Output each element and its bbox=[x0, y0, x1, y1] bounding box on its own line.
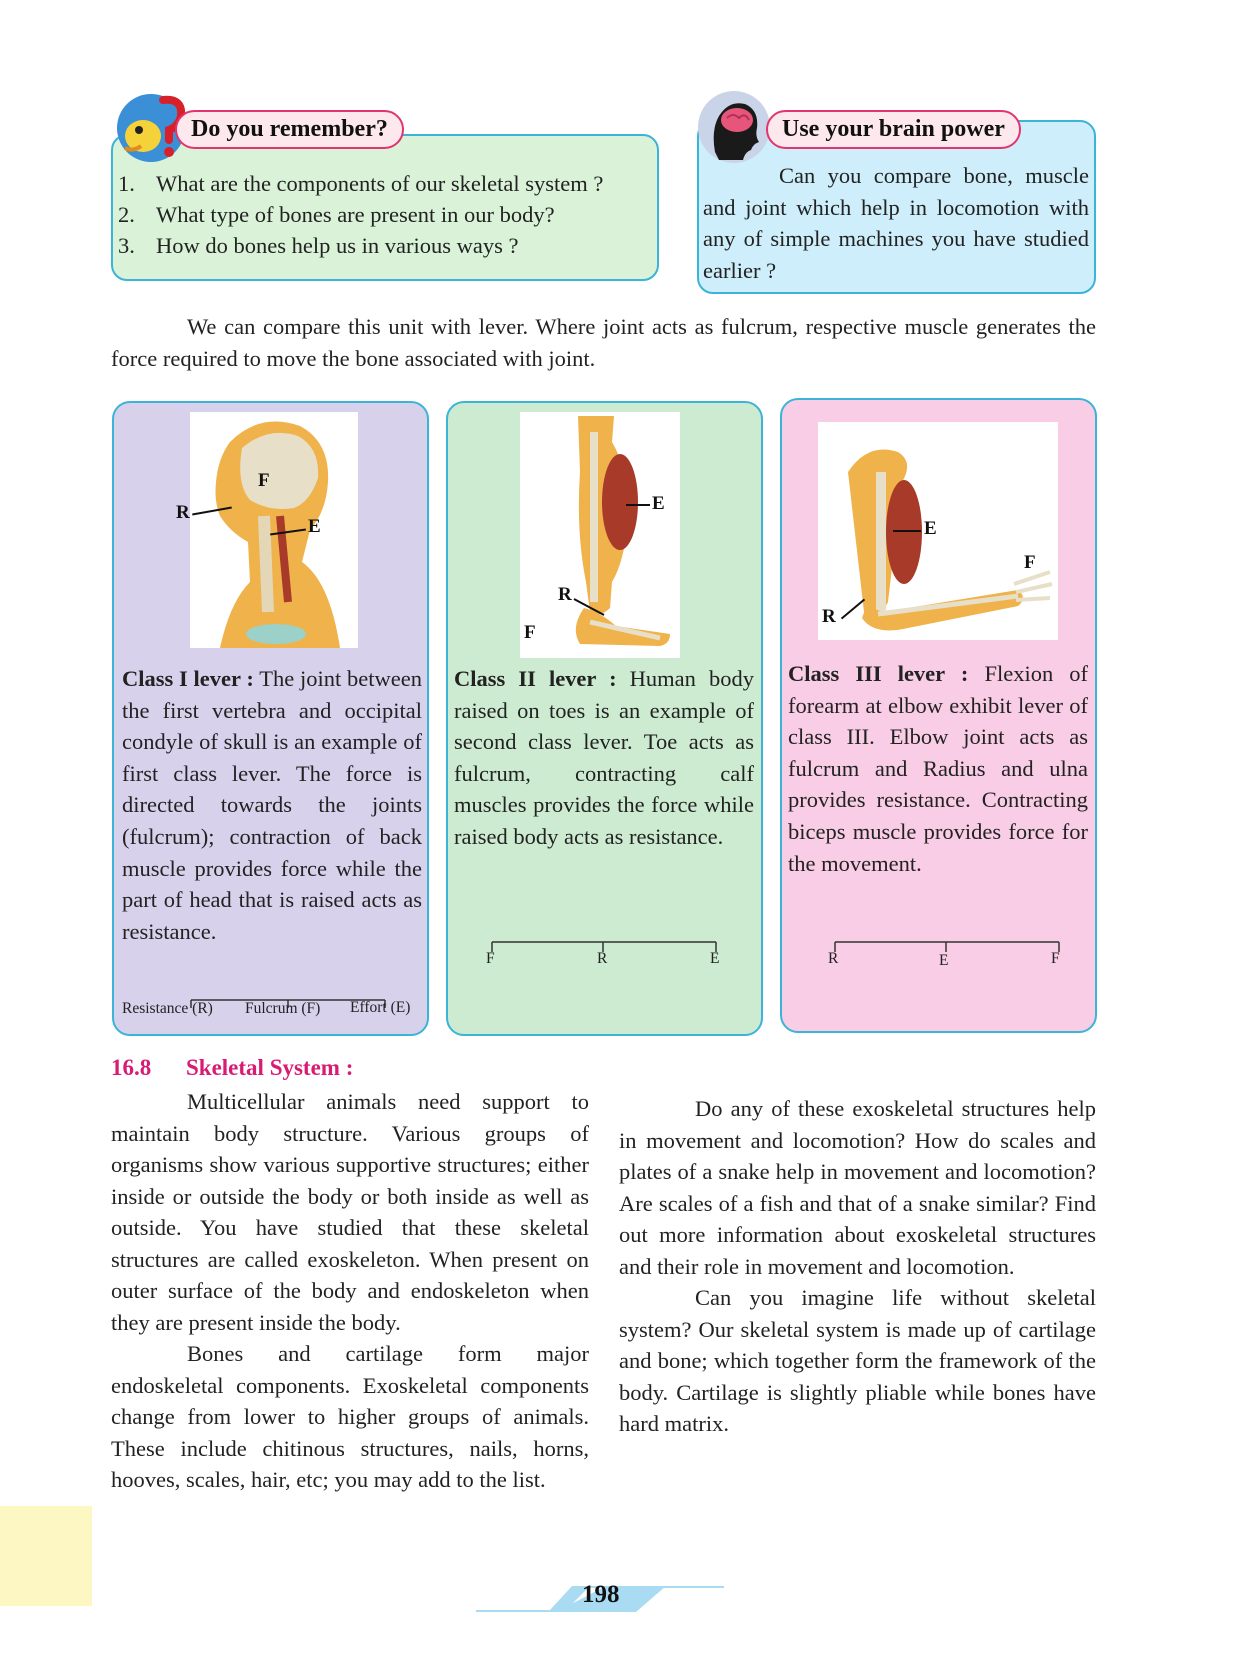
remember-title: Do you remember? bbox=[175, 110, 404, 149]
lever-description: Class I lever : The joint between the first vertebra and occipital condyle of skull is an example of first class lever. The force is directed towards the joints (fulcrum); contraction of back muscle provides force while the part of head that is raised acts as resistance. bbox=[122, 666, 423, 944]
label-r: R bbox=[822, 606, 836, 627]
axis-label: R bbox=[828, 950, 839, 967]
label-f: F bbox=[524, 622, 536, 643]
brain-title: Use your brain power bbox=[766, 110, 1021, 149]
section-number: 16.8 bbox=[111, 1055, 152, 1080]
head-neck-figure bbox=[190, 412, 358, 648]
label-r: R bbox=[176, 502, 190, 523]
axis-label: E bbox=[939, 952, 949, 969]
lever-description: Class II lever : Human body raised on toes is an example of second class lever. Toe acts as fulcrum, contracting calf muscles provides the force while raised body acts as resistance. bbox=[454, 666, 754, 849]
axis-label: E bbox=[710, 950, 720, 967]
page-number: 198 bbox=[582, 1581, 620, 1608]
paragraph: Multicellular animals need support to maintain body structure. Various groups of organisms show various supportive structures; either inside or outside the body or both inside as well as outside. You have studied that these skeletal structures are called exoskeleton. When present on outer surface of the body and endoskeleton when they are present inside the body. bbox=[111, 1089, 589, 1335]
pointer-line bbox=[893, 530, 921, 532]
list-item: 1. What are the components of our skeletal system ? bbox=[118, 171, 604, 196]
section-title: Skeletal System : bbox=[186, 1055, 354, 1080]
leg-foot-figure bbox=[520, 412, 680, 658]
paragraph: Do any of these exoskeletal structures help in movement and locomotion? How do scales and plates of a snake help in movement and locomotion? Are scales of a fish and that of a snake similar? Find out more information about exoskeletal structures and their role in movement and locomotion. bbox=[619, 1096, 1096, 1279]
label-f: F bbox=[258, 470, 270, 491]
left-column bbox=[111, 1086, 589, 1496]
list-item: 3. How do bones help us in various ways ? bbox=[118, 233, 519, 258]
paragraph: Can you imagine life without skeletal system? Our skeletal system is made up of cartilage and bone; which together form the framework of the body. Cartilage is slightly pliable while bones have hard matrix. bbox=[619, 1285, 1096, 1436]
list-item: 2. What type of bones are present in our body? bbox=[118, 202, 555, 227]
label-e: E bbox=[924, 518, 937, 539]
label-e: E bbox=[308, 516, 321, 537]
paragraph: Bones and cartilage form major endoskeletal components. Exoskeletal components change from lower to higher groups of animals. These include chitinous structures, nails, horns, hooves, scales, hair, etc; you may add to the list. bbox=[111, 1341, 589, 1492]
axis-label: F bbox=[486, 950, 495, 967]
label-e: E bbox=[652, 493, 665, 514]
axis-label: R bbox=[597, 950, 608, 967]
remember-list bbox=[118, 168, 603, 261]
axis-label: F bbox=[1051, 950, 1060, 967]
pointer-line bbox=[626, 504, 650, 506]
brain-question: Can you compare bone, muscle and joint which help in locomotion with any of simple machines you have studied earlier ? bbox=[703, 163, 1089, 283]
axis-label: Fulcrum (F) bbox=[245, 1000, 321, 1017]
brain-head-icon bbox=[697, 90, 771, 164]
lever-description: Class III lever : Flexion of forearm at elbow exhibit lever of class III. Elbow joint acts as fulcrum and Radius and ulna provides resistance. Contracting biceps muscle provides force for the movement. bbox=[788, 661, 1089, 876]
lever-axis-class-3 bbox=[834, 940, 1060, 952]
right-column bbox=[619, 1093, 1096, 1440]
axis-label: Effort (E) bbox=[350, 999, 411, 1016]
label-r: R bbox=[558, 584, 572, 605]
label-f: F bbox=[1024, 552, 1036, 573]
margin-tab bbox=[0, 1506, 92, 1606]
axis-label: Resistance (R) bbox=[122, 1000, 213, 1017]
intro-paragraph: We can compare this unit with lever. Where joint acts as fulcrum, respective muscle generates the force required to move the bone associated with joint. bbox=[111, 314, 1096, 371]
